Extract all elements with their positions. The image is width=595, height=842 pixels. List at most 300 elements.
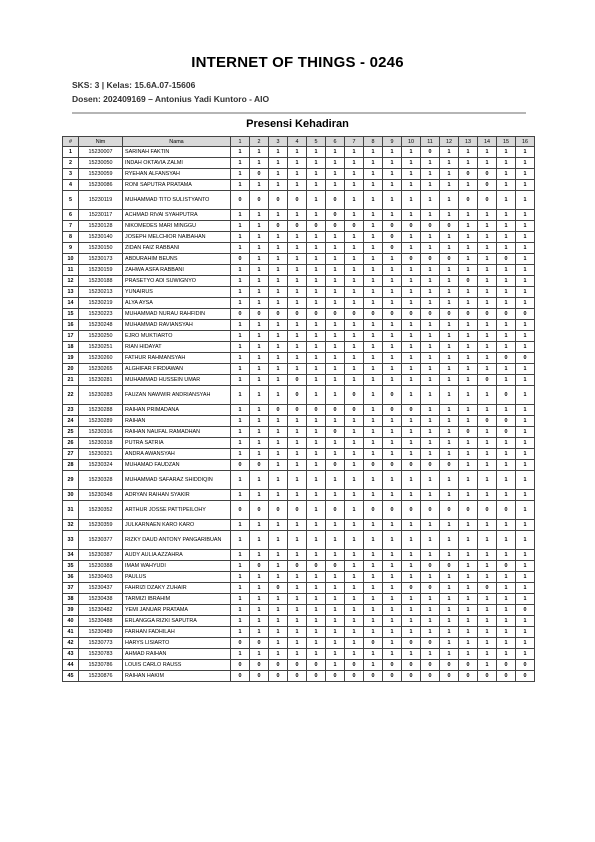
- attendance-cell: 1: [288, 416, 307, 427]
- attendance-cell: 1: [440, 490, 459, 501]
- attendance-cell: 1: [307, 180, 326, 191]
- nim-cell: 15230437: [79, 583, 123, 594]
- attendance-cell: 0: [383, 501, 402, 520]
- name-cell: JOSEPH MELCHIOR NAIBAHAN: [123, 232, 231, 243]
- attendance-cell: 1: [231, 353, 250, 364]
- name-cell: ADRYAN RAIHAN SYAKIR: [123, 490, 231, 501]
- attendance-cell: 1: [269, 427, 288, 438]
- attendance-cell: 0: [269, 660, 288, 671]
- attendance-cell: 1: [250, 583, 269, 594]
- attendance-cell: 1: [307, 298, 326, 309]
- attendance-cell: 1: [345, 375, 364, 386]
- attendance-cell: 1: [421, 616, 440, 627]
- attendance-cell: 1: [478, 605, 497, 616]
- attendance-cell: 1: [497, 364, 516, 375]
- attendance-cell: 1: [497, 210, 516, 221]
- attendance-cell: 0: [402, 583, 421, 594]
- attendance-cell: 1: [288, 649, 307, 660]
- attendance-cell: 1: [364, 649, 383, 660]
- attendance-cell: 1: [440, 232, 459, 243]
- name-cell: PUTRA SATRIA: [123, 438, 231, 449]
- name-cell: ALYA AYSA: [123, 298, 231, 309]
- attendance-cell: 0: [307, 309, 326, 320]
- nim-cell: 15230260: [79, 353, 123, 364]
- table-row: [63, 490, 535, 501]
- attendance-cell: 1: [345, 254, 364, 265]
- attendance-cell: 1: [364, 572, 383, 583]
- attendance-cell: 1: [383, 583, 402, 594]
- attendance-cell: 1: [459, 405, 478, 416]
- attendance-cell: 1: [497, 594, 516, 605]
- table-row: [63, 605, 535, 616]
- attendance-cell: 0: [231, 638, 250, 649]
- attendance-cell: 1: [402, 594, 421, 605]
- attendance-cell: 1: [288, 550, 307, 561]
- name-cell: MUHAMMAD TITO SULISTYANTO: [123, 191, 231, 210]
- attendance-cell: 1: [345, 471, 364, 490]
- attendance-cell: 1: [478, 572, 497, 583]
- table-row: [63, 627, 535, 638]
- attendance-cell: 1: [288, 298, 307, 309]
- table-row: [63, 594, 535, 605]
- column-header: 7: [345, 137, 364, 147]
- attendance-cell: 0: [288, 375, 307, 386]
- name-cell: RAIHAN: [123, 416, 231, 427]
- row-number-cell: 29: [63, 471, 79, 490]
- attendance-cell: 1: [307, 531, 326, 550]
- attendance-cell: 1: [440, 594, 459, 605]
- attendance-cell: 1: [326, 331, 345, 342]
- attendance-cell: 1: [497, 232, 516, 243]
- attendance-cell: 1: [307, 243, 326, 254]
- attendance-cell: 1: [440, 627, 459, 638]
- attendance-cell: 1: [402, 616, 421, 627]
- attendance-cell: 1: [516, 416, 535, 427]
- attendance-cell: 1: [269, 169, 288, 180]
- nim-cell: 15230348: [79, 490, 123, 501]
- attendance-cell: 0: [478, 583, 497, 594]
- attendance-cell: 1: [516, 210, 535, 221]
- attendance-cell: 1: [478, 561, 497, 572]
- attendance-cell: 1: [307, 287, 326, 298]
- table-row: [63, 169, 535, 180]
- attendance-cell: 1: [231, 243, 250, 254]
- attendance-cell: 0: [440, 671, 459, 682]
- row-number-cell: 19: [63, 353, 79, 364]
- attendance-cell: 0: [402, 221, 421, 232]
- table-row: [63, 671, 535, 682]
- attendance-cell: 1: [383, 364, 402, 375]
- attendance-cell: 1: [440, 427, 459, 438]
- attendance-cell: 0: [231, 501, 250, 520]
- attendance-cell: 1: [326, 416, 345, 427]
- nim-cell: 15230007: [79, 147, 123, 158]
- row-number-cell: 10: [63, 254, 79, 265]
- attendance-cell: 1: [345, 416, 364, 427]
- row-number-cell: 39: [63, 605, 79, 616]
- nim-cell: 15230388: [79, 561, 123, 572]
- attendance-cell: 1: [231, 449, 250, 460]
- nim-cell: 15230159: [79, 265, 123, 276]
- attendance-cell: 1: [307, 276, 326, 287]
- attendance-cell: 1: [402, 520, 421, 531]
- name-cell: ACHMAD RIVAI SYAHPUTRA: [123, 210, 231, 221]
- nim-cell: 15230359: [79, 520, 123, 531]
- attendance-cell: 1: [307, 147, 326, 158]
- attendance-cell: 1: [497, 638, 516, 649]
- attendance-cell: 1: [478, 627, 497, 638]
- row-number-cell: 41: [63, 627, 79, 638]
- nim-cell: 15230140: [79, 232, 123, 243]
- attendance-cell: 1: [326, 572, 345, 583]
- nim-cell: 15230438: [79, 594, 123, 605]
- attendance-cell: 1: [383, 169, 402, 180]
- attendance-cell: 0: [288, 191, 307, 210]
- name-cell: ZAHWA ASFA RABBANI: [123, 265, 231, 276]
- attendance-cell: 1: [231, 416, 250, 427]
- attendance-cell: 0: [497, 501, 516, 520]
- attendance-cell: 1: [345, 287, 364, 298]
- attendance-cell: 1: [364, 320, 383, 331]
- attendance-cell: 0: [516, 353, 535, 364]
- row-number-cell: 25: [63, 427, 79, 438]
- nim-cell: 15230773: [79, 638, 123, 649]
- attendance-cell: 0: [421, 309, 440, 320]
- attendance-cell: 1: [383, 616, 402, 627]
- attendance-cell: 0: [516, 671, 535, 682]
- attendance-cell: 1: [497, 191, 516, 210]
- attendance-cell: 1: [383, 287, 402, 298]
- attendance-cell: 1: [497, 331, 516, 342]
- attendance-cell: 1: [478, 320, 497, 331]
- attendance-cell: 1: [250, 331, 269, 342]
- nim-cell: 15230387: [79, 550, 123, 561]
- attendance-cell: 0: [421, 460, 440, 471]
- name-cell: RAIHAN HAKIM: [123, 671, 231, 682]
- attendance-cell: 1: [269, 342, 288, 353]
- attendance-cell: 0: [478, 180, 497, 191]
- attendance-cell: 1: [383, 342, 402, 353]
- attendance-cell: 1: [440, 342, 459, 353]
- attendance-cell: 1: [288, 490, 307, 501]
- attendance-cell: 1: [459, 375, 478, 386]
- table-row: [63, 449, 535, 460]
- attendance-cell: 1: [402, 572, 421, 583]
- attendance-cell: 1: [402, 180, 421, 191]
- attendance-cell: 1: [231, 605, 250, 616]
- attendance-cell: 1: [326, 169, 345, 180]
- attendance-cell: 1: [364, 627, 383, 638]
- attendance-cell: 1: [250, 364, 269, 375]
- attendance-cell: 1: [269, 158, 288, 169]
- attendance-cell: 1: [345, 191, 364, 210]
- table-body: [63, 147, 535, 682]
- attendance-cell: 1: [326, 594, 345, 605]
- name-cell: ERLANGGA RIZKI SAPUTRA: [123, 616, 231, 627]
- attendance-cell: 1: [269, 638, 288, 649]
- attendance-cell: 1: [516, 550, 535, 561]
- table-row: [63, 375, 535, 386]
- attendance-cell: 1: [345, 594, 364, 605]
- attendance-cell: 1: [478, 471, 497, 490]
- attendance-cell: 1: [478, 427, 497, 438]
- attendance-cell: 1: [478, 158, 497, 169]
- attendance-cell: 1: [250, 342, 269, 353]
- table-row: [63, 649, 535, 660]
- attendance-cell: 1: [269, 265, 288, 276]
- row-number-cell: 18: [63, 342, 79, 353]
- attendance-cell: 1: [497, 583, 516, 594]
- attendance-cell: 1: [231, 232, 250, 243]
- attendance-cell: 0: [497, 671, 516, 682]
- attendance-cell: 1: [364, 191, 383, 210]
- attendance-cell: 1: [459, 531, 478, 550]
- attendance-cell: 0: [288, 405, 307, 416]
- attendance-cell: 1: [364, 353, 383, 364]
- attendance-cell: 1: [364, 147, 383, 158]
- attendance-cell: 0: [364, 501, 383, 520]
- attendance-cell: 1: [478, 531, 497, 550]
- nim-cell: 15230050: [79, 158, 123, 169]
- row-number-cell: 40: [63, 616, 79, 627]
- nim-cell: 15230086: [79, 180, 123, 191]
- attendance-cell: 1: [288, 627, 307, 638]
- attendance-cell: 1: [478, 232, 497, 243]
- attendance-cell: 1: [402, 276, 421, 287]
- row-number-cell: 7: [63, 221, 79, 232]
- attendance-cell: 1: [383, 416, 402, 427]
- column-header: 8: [364, 137, 383, 147]
- attendance-cell: 1: [383, 276, 402, 287]
- attendance-cell: 1: [250, 276, 269, 287]
- attendance-cell: 1: [497, 243, 516, 254]
- name-cell: AUDY AULIA AZZAHRA: [123, 550, 231, 561]
- attendance-cell: 1: [478, 490, 497, 501]
- row-number-cell: 11: [63, 265, 79, 276]
- attendance-cell: 1: [459, 342, 478, 353]
- attendance-cell: 1: [326, 287, 345, 298]
- attendance-cell: 0: [269, 671, 288, 682]
- attendance-cell: 0: [345, 221, 364, 232]
- attendance-cell: 1: [269, 449, 288, 460]
- attendance-cell: 1: [288, 594, 307, 605]
- attendance-cell: 1: [364, 364, 383, 375]
- row-number-cell: 31: [63, 501, 79, 520]
- attendance-cell: 1: [516, 501, 535, 520]
- name-cell: EJRO MUKTIARTO: [123, 331, 231, 342]
- attendance-cell: 1: [364, 254, 383, 265]
- attendance-cell: 0: [497, 309, 516, 320]
- attendance-cell: 1: [345, 572, 364, 583]
- attendance-cell: 1: [231, 531, 250, 550]
- attendance-cell: 1: [459, 583, 478, 594]
- name-cell: JULKARNAEN KARO KARO: [123, 520, 231, 531]
- attendance-cell: 1: [497, 531, 516, 550]
- attendance-cell: 0: [345, 671, 364, 682]
- attendance-cell: 1: [288, 265, 307, 276]
- attendance-cell: 1: [364, 438, 383, 449]
- attendance-cell: 1: [516, 627, 535, 638]
- attendance-cell: 1: [288, 276, 307, 287]
- attendance-cell: 0: [288, 221, 307, 232]
- attendance-cell: 1: [402, 147, 421, 158]
- column-header: 16: [516, 137, 535, 147]
- attendance-cell: 1: [402, 449, 421, 460]
- attendance-cell: 1: [402, 375, 421, 386]
- attendance-cell: 1: [364, 405, 383, 416]
- table-row: [63, 232, 535, 243]
- attendance-table: [62, 136, 535, 682]
- attendance-cell: 1: [459, 364, 478, 375]
- attendance-cell: 1: [383, 353, 402, 364]
- name-cell: MUHAMAD FAUDZAN: [123, 460, 231, 471]
- attendance-cell: 1: [250, 438, 269, 449]
- attendance-cell: 1: [478, 438, 497, 449]
- attendance-cell: 1: [440, 616, 459, 627]
- attendance-cell: 0: [288, 671, 307, 682]
- attendance-cell: 1: [497, 520, 516, 531]
- attendance-cell: 1: [269, 320, 288, 331]
- attendance-cell: 1: [288, 460, 307, 471]
- row-number-cell: 14: [63, 298, 79, 309]
- attendance-cell: 1: [288, 449, 307, 460]
- attendance-cell: 1: [250, 221, 269, 232]
- attendance-cell: 1: [307, 265, 326, 276]
- attendance-cell: 1: [250, 265, 269, 276]
- attendance-cell: 1: [383, 638, 402, 649]
- nim-cell: 15230783: [79, 649, 123, 660]
- attendance-cell: 1: [326, 342, 345, 353]
- attendance-cell: 1: [345, 501, 364, 520]
- attendance-cell: 1: [364, 471, 383, 490]
- attendance-cell: 1: [402, 169, 421, 180]
- attendance-cell: 1: [440, 331, 459, 342]
- attendance-cell: 1: [269, 331, 288, 342]
- attendance-cell: 1: [326, 180, 345, 191]
- table-row: [63, 364, 535, 375]
- name-cell: SARINAH FAKTIN: [123, 147, 231, 158]
- attendance-cell: 1: [516, 460, 535, 471]
- table-row: [63, 147, 535, 158]
- attendance-cell: 1: [250, 427, 269, 438]
- table-row: [63, 616, 535, 627]
- attendance-cell: 1: [250, 605, 269, 616]
- attendance-cell: 1: [383, 375, 402, 386]
- attendance-cell: 1: [326, 353, 345, 364]
- row-number-cell: 5: [63, 191, 79, 210]
- attendance-cell: 1: [497, 449, 516, 460]
- attendance-cell: 1: [250, 320, 269, 331]
- attendance-cell: 0: [459, 309, 478, 320]
- nim-cell: 15230119: [79, 191, 123, 210]
- attendance-cell: 1: [288, 427, 307, 438]
- row-number-cell: 24: [63, 416, 79, 427]
- attendance-cell: 1: [231, 265, 250, 276]
- attendance-cell: 0: [326, 561, 345, 572]
- attendance-cell: 1: [497, 616, 516, 627]
- attendance-cell: 1: [288, 287, 307, 298]
- attendance-cell: 0: [383, 309, 402, 320]
- attendance-cell: 1: [269, 243, 288, 254]
- table-row: [63, 416, 535, 427]
- attendance-cell: 0: [231, 671, 250, 682]
- header-divider: [72, 112, 526, 114]
- attendance-cell: 1: [516, 232, 535, 243]
- nim-cell: 15230318: [79, 438, 123, 449]
- attendance-cell: 1: [516, 449, 535, 460]
- attendance-cell: 1: [421, 594, 440, 605]
- column-header: 2: [250, 137, 269, 147]
- attendance-cell: 1: [478, 520, 497, 531]
- attendance-cell: 1: [364, 375, 383, 386]
- table-row: [63, 320, 535, 331]
- attendance-cell: 1: [250, 298, 269, 309]
- attendance-cell: 1: [326, 298, 345, 309]
- attendance-cell: 1: [516, 265, 535, 276]
- attendance-cell: 1: [345, 520, 364, 531]
- attendance-cell: 1: [364, 449, 383, 460]
- row-number-cell: 12: [63, 276, 79, 287]
- attendance-cell: 1: [383, 594, 402, 605]
- attendance-cell: 1: [478, 550, 497, 561]
- attendance-cell: 0: [250, 671, 269, 682]
- attendance-cell: 1: [269, 364, 288, 375]
- attendance-cell: 1: [345, 460, 364, 471]
- attendance-cell: 1: [231, 210, 250, 221]
- nim-cell: 15230328: [79, 471, 123, 490]
- attendance-cell: 0: [231, 309, 250, 320]
- attendance-cell: 1: [345, 298, 364, 309]
- attendance-cell: 1: [478, 287, 497, 298]
- attendance-cell: 1: [478, 210, 497, 221]
- attendance-cell: 0: [326, 221, 345, 232]
- row-number-cell: 34: [63, 550, 79, 561]
- attendance-cell: 1: [497, 438, 516, 449]
- attendance-cell: 0: [402, 638, 421, 649]
- attendance-cell: 1: [269, 616, 288, 627]
- nim-cell: 15230219: [79, 298, 123, 309]
- attendance-cell: 1: [459, 616, 478, 627]
- attendance-cell: 1: [421, 605, 440, 616]
- attendance-cell: 1: [421, 405, 440, 416]
- column-header: Nim: [79, 137, 123, 147]
- row-number-cell: 30: [63, 490, 79, 501]
- attendance-cell: 1: [478, 276, 497, 287]
- attendance-cell: 0: [345, 660, 364, 671]
- attendance-cell: 1: [459, 438, 478, 449]
- name-cell: NIKOMEDES MARI MINGGU: [123, 221, 231, 232]
- attendance-cell: 1: [345, 427, 364, 438]
- attendance-cell: 1: [269, 353, 288, 364]
- attendance-cell: 1: [459, 572, 478, 583]
- attendance-cell: 1: [459, 449, 478, 460]
- table-row: [63, 438, 535, 449]
- attendance-cell: 1: [307, 191, 326, 210]
- attendance-cell: 1: [250, 254, 269, 265]
- attendance-cell: 1: [364, 180, 383, 191]
- attendance-cell: 1: [307, 605, 326, 616]
- attendance-cell: 0: [364, 638, 383, 649]
- nim-cell: 15230059: [79, 169, 123, 180]
- attendance-cell: 1: [307, 471, 326, 490]
- attendance-cell: 1: [459, 221, 478, 232]
- attendance-cell: 1: [478, 638, 497, 649]
- attendance-cell: 1: [459, 353, 478, 364]
- attendance-cell: 1: [307, 427, 326, 438]
- attendance-cell: 1: [307, 210, 326, 221]
- attendance-cell: 1: [231, 169, 250, 180]
- attendance-cell: 1: [364, 331, 383, 342]
